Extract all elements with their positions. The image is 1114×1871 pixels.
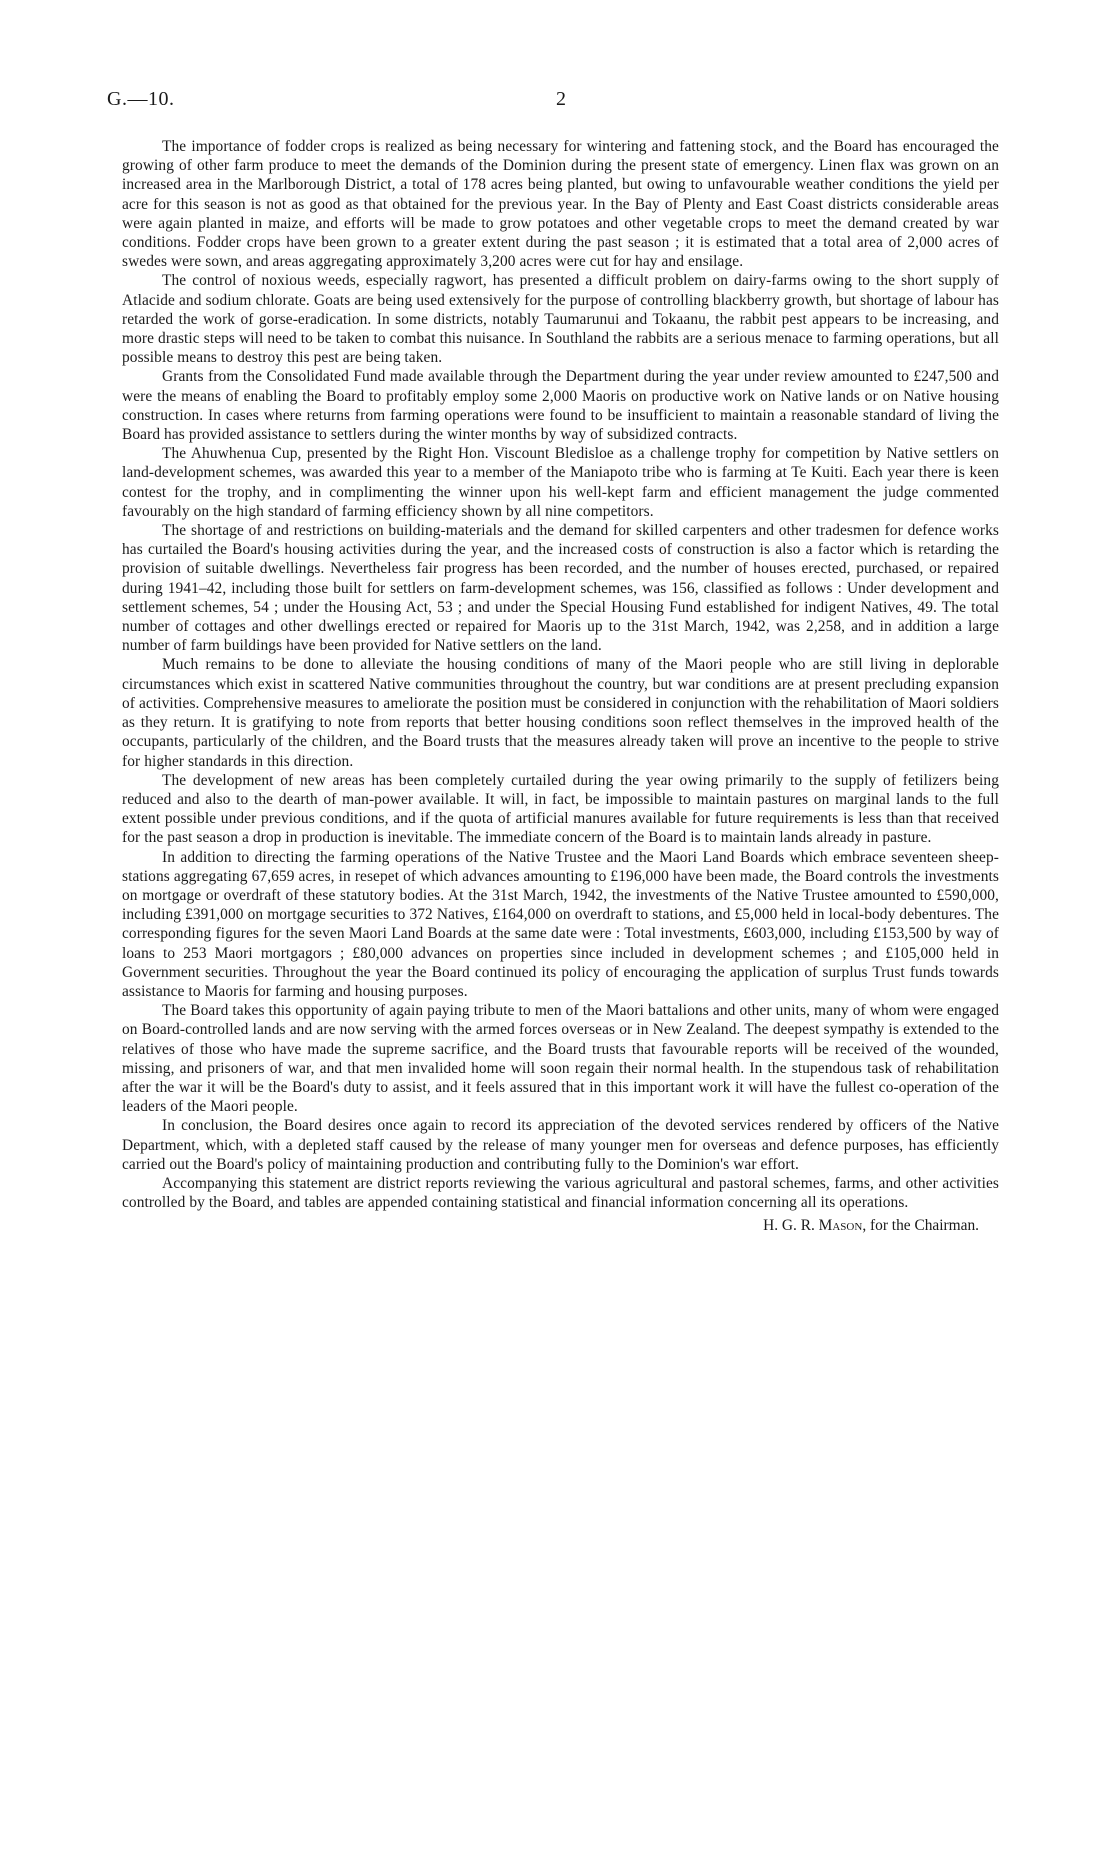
paragraph-accompanying: Accompanying this statement are district reports reviewing the various agricultural and pastoral schemes, farms, and other activities controlled by the Board, and tables are appended containing statistical and financial information concerning all its operations. <box>122 1174 999 1212</box>
page-header <box>107 88 1007 118</box>
document-reference: G.—10. <box>107 88 175 110</box>
signature <box>122 1216 999 1235</box>
paragraph-consolidated-fund: Grants from the Consolidated Fund made available through the Department during the year under review amounted to £247,500 and were the means of enabling the Board to profitably employ some 2,000 Maoris on productive work on Native lands or on Native housing construction. In cases where returns from farming operations were found to be insufficient to maintain a reasonable standard of living the Board has provided assistance to settlers during the winter months by way of subsidized contracts. <box>122 368 999 444</box>
paragraph-ahuwhenua-cup: The Ahuwhenua Cup, presented by the Right Hon. Viscount Bledisloe as a challenge trophy for competition by Native settlers on land-development schemes, was awarded this year to a member of the Maniapoto tribe who is farming at Te Kuiti. Each year there is keen contest for the trophy, and in complimenting the winner upon his well-kept farm and efficient management the judge commented favourably on the high standard of farming efficiency shown by all nine competitors. <box>122 445 999 520</box>
page-number: 2 <box>556 88 566 110</box>
paragraph-housing-shortage: The shortage of and restrictions on building-materials and the demand for skilled carpenters and other tradesmen for defence works has curtailed the Board's housing activities during the year, and the increased costs of construction is also a factor which is retarding the provision of suitable dwellings. Nevertheless fair progress has been recorded, and the number of houses erected, purchased, or repaired during 1941–42, including those built for settlers on farm-development schemes, was 156, classified as follows : Under development and settlement schemes, 54 ; under the Housing Act, 53 ; and under the Special Housing Fund established for indigent Natives, 49. The total number of cottages and other dwellings erected or repaired for Maoris up to the 31st March, 1942, was 2,258, and in addition a large number of farm buildings have been provided for Native settlers on the land. <box>122 522 999 655</box>
paragraph-noxious-weeds: The control of noxious weeds, especially ragwort, has presented a difficult problem on dairy-farms owing to the short supply of Atlacide and sodium chlorate. Goats are being used extensively for the purpose of controlling blackberry growth, but shortage of labour has retarded the work of gorse-eradication. In some districts, notably Taumarunui and Tokaanu, the rabbit pest appears to be increasing, and more drastic steps will need to be taken to combat this nuisance. In Southland the rabbits are a serious menace to farming operations, but all possible means to destroy this pest are being taken. <box>122 272 999 367</box>
paragraph-development-curtailed: The development of new areas has been completely curtailed during the year owing primarily to the supply of fetilizers being reduced and also to the dearth of man-power available. It will, in fact, be impossible to maintain pastures on marginal lands to the full extent possible under previous conditions, and if the quota of artificial manures available for future requirements is less than that received for the past season a drop in production is inevitable. The immediate concern of the Board is to maintain lands already in pasture. <box>122 771 999 847</box>
paragraph-tribute: The Board takes this opportunity of again paying tribute to men of the Maori battalions and other units, many of whom were engaged on Board-controlled lands and are now serving with the armed forces overseas or in New Zealand. The deepest sympathy is extended to the relatives of those who have made the supreme sacrifice, and the Board trusts that favourable reports will be received of the wounded, missing, and prisoners of war, and that men invalided home will soon regain their normal health. In the stupendous task of rehabilitation after the war it will be the Board's duty to assist, and it feels assured that in this important work it will have the fullest co-operation of the leaders of the Maori people. <box>122 1002 999 1116</box>
body-text <box>122 137 999 1236</box>
signatory-suffix: , for the Chairman. <box>862 1217 979 1235</box>
paragraph-investments: In addition to directing the farming operations of the Native Trustee and the Maori Land Boards which embrace seventeen sheep-stations aggregating 67,659 acres, in resepet of which advances amounting to £196,000 have been made, the Board controls the investments on mortgage or overdraft of these statutory bodies. At the 31st March, 1942, the investments of the Native Trustee amounted to £590,000, including £391,000 on mortgage securities to 372 Natives, £164,000 on overdraft to stations, and £5,000 held in local-body debentures. The corresponding figures for the seven Maori Land Boards at the same date were : Total investments, £603,000, including £153,500 by way of loans to 253 Maori mortgagors ; £80,000 advances on properties since included in development schemes ; and £105,000 held in Government securities. Throughout the year the Board continued its policy of encouraging the application of surplus Trust funds towards assistance to Maoris for farming and housing purposes. <box>122 848 999 1000</box>
signatory-name: H. G. R. Mason <box>763 1217 863 1235</box>
paragraph-conclusion: In conclusion, the Board desires once again to record its appreciation of the devoted services rendered by officers of the Native Department, which, with a depleted staff caused by the release of many younger men for overseas and defence purposes, has efficiently carried out the Board's policy of maintaining production and contributing fully to the Dominion's war effort. <box>122 1117 999 1173</box>
paragraph-housing-conditions: Much remains to be done to alleviate the housing conditions of many of the Maori people who are still living in deplorable circumstances which exist in scattered Native communities throughout the country, but war conditions are at present precluding expansion of activities. Comprehensive measures to ameliorate the position must be considered in conjunction with the rehabilitation of Maori soldiers as they return. It is gratifying to note from reports that better housing conditions soon reflect themselves in the improved health of the occupants, particularly of the children, and the Board trusts that the measures already taken will prove an incentive to the people to strive for higher standards in this direction. <box>122 656 999 770</box>
paragraph-fodder-crops: The importance of fodder crops is realized as being necessary for wintering and fattening stock, and the Board has encouraged the growing of other farm produce to meet the demands of the Dominion during the present state of emergency. Linen flax was grown on an increased area in the Marlborough District, a total of 178 acres being planted, but owing to unfavourable weather conditions the yield per acre for this season is not as good as that obtained for the previous year. In the Bay of Plenty and East Coast districts considerable areas were again planted in maize, and efforts will be made to grow potatoes and other vegetable crops to meet the demand created by war conditions. Fodder crops have been grown to a greater extent during the past season ; it is estimated that a total area of 2,000 acres of swedes were sown, and areas aggregating approximately 3,200 acres were cut for hay and ensilage. <box>122 138 999 271</box>
